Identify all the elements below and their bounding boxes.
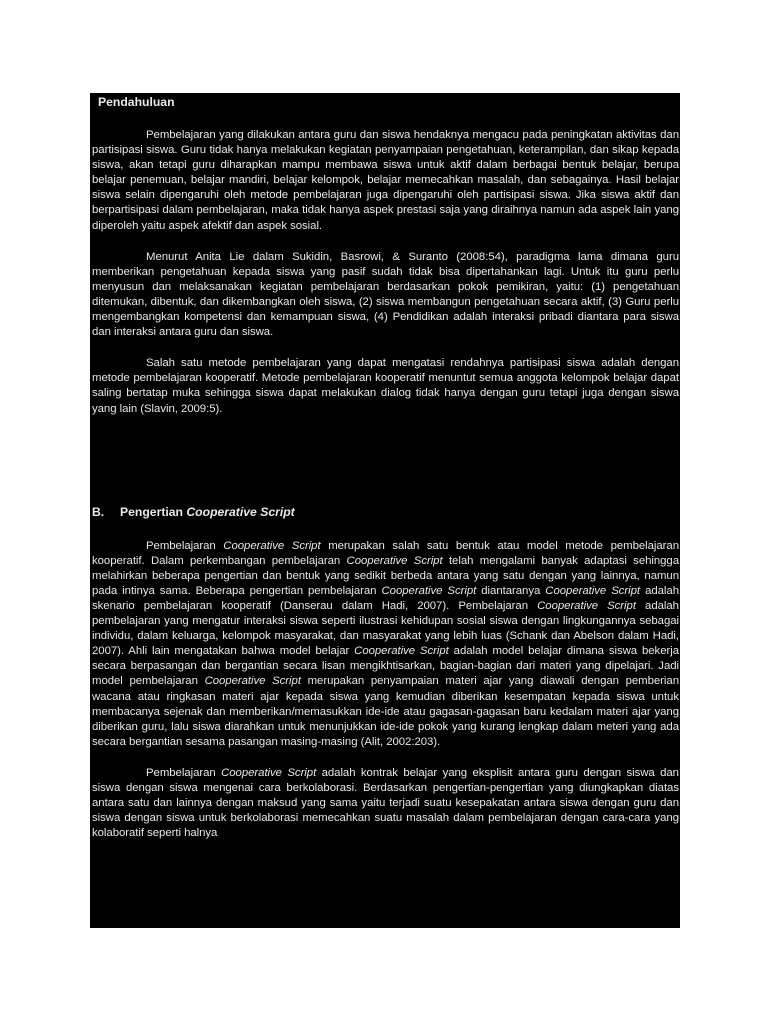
text-run: Pembelajaran (146, 766, 222, 779)
paragraph-1: Pembelajaran yang dilakukan antara guru dan siswa hendaknya mengacu pada peningkatan aktivitas dan partisipasi siswa. Guru tidak hanya melakukan kegiatan penyampaian pengetahuan, keterampilan, dan sikap kepada siswa, akan tetapi guru diharapkan mampu membawa siswa untuk aktif dalam berbagai bentuk belajar, berupa belajar penemuan, belajar mandiri, belajar kelompok, belajar memecahkan masalah, dan sebagainya. Hasil belajar siswa selain dipengaruhi oleh metode pembelajaran juga dipengaruhi oleh partisipasi siswa. Jika siswa aktif dan berpartisipasi dalam pembelajaran, maka tidak hanya aspek prestasi saja yang diraihnya namun ada aspek lain yang diperoleh yaitu aspek afektif dan aspek sosial. (92, 129, 679, 232)
italic-term: Cooperative Script (545, 584, 641, 597)
section-heading-cooperative-script (92, 505, 679, 520)
section-title-italic: Cooperative Script (186, 504, 295, 519)
paragraph-5 (92, 766, 679, 841)
section-number: B. (92, 504, 105, 519)
paragraph-2: Menurut Anita Lie dalam Sukidin, Basrowi, & Suranto (2008:54), paradigma lama dimana guru memberikan pengetahuan kepada siswa yang pasif sudah tidak bisa dipertahankan lagi. Untuk itu guru perlu menyusun dan melaksanakan kegiatan pembelajaran berdasarkan pokok pemikiran, yaitu: (1) pengetahuan ditemukan, dibentuk, dan dikembangkan oleh siswa, (2) siswa membangun pengetahuan secara aktif, (3) Guru perlu mengembangkan kompetensi dan kemampuan siswa, (4) Pendidikan adalah interaksi pribadi diantara para siswa dan interaksi antara guru dan siswa. (92, 250, 679, 339)
text-run: adalah pembelajaran yang mengatur interaksi siswa seperti ilustrasi kehidupan sosial siswa dengan lingkungannya sebagai individu, dalam keluarga, kelompok masyarakat, dan masyarakat yang lebih luas (Schank dan Abelson dalam Hadi, 2007). Ahli lain mengatakan bahwa model belajar (92, 599, 679, 658)
section-title-plain: Pengertian (120, 504, 187, 519)
section-spacer (92, 433, 679, 505)
italic-term: Cooperative Script (204, 675, 301, 688)
italic-term: Cooperative Script (537, 599, 636, 612)
paragraph-3: Salah satu metode pembelajaran yang dapat mengatasi rendahnya partisipasi siswa adalah dengan metode pembelajaran kooperatif. Metode pembelajaran kooperatif menuntut semua anggota kelompok belajar dapat saling bertatap muka sehingga siswa dapat melakukan dialog tidak hanya dengan guru tetapi juga dengan siswa yang lain (Slavin, 2009:5). (92, 357, 679, 415)
italic-term: Cooperative Script (346, 554, 443, 567)
text-run: merupakan salah satu bentuk atau model metode pembelajaran kooperatif. Dalam perkembangan pembelajaran (92, 539, 679, 567)
text-run: adalah skenario pembelajaran kooperatif (Danserau dalam Hadi, 2007). Pembelajaran (92, 584, 679, 612)
text-run: Pembelajaran (146, 539, 224, 552)
text-run: diantaranya (476, 584, 546, 597)
paragraph-4 (92, 539, 679, 750)
text-run: telah mengalami banyak adaptasi sehingga melahirkan beberapa pengertian dan bentuk yang sedikit berbeda antara yang satu dengan yang lainnya, namun pada intinya sama. Beberapa pengertian pembelajaran (92, 554, 680, 597)
italic-term: Cooperative Script (354, 645, 449, 658)
italic-term: Cooperative Script (221, 766, 317, 779)
italic-term: Cooperative Script (381, 584, 477, 597)
text-run: merupakan penyampaian materi ajar yang diawali dengan pemberian wacana atau ringkasan materi ajar kepada siswa yang kemudian diberikan kesempatan kepada siswa untuk membacanya sejenak dan memberikan/memasukkan ide-ide atau gagasan-gagasan baru kedalam materi ajar yang diberikan guru, lalu siswa diarahkan untuk menunjukkan ide-ide pokok yang kurang lengkap dalam meteri yang ada secara bergantian sesama pasangan masing-masing (Alit, 2002:203). (92, 675, 679, 748)
document-page (90, 93, 680, 928)
section-heading-pendahuluan: Pendahuluan (98, 95, 175, 109)
text-run: adalah model belajar dimana siswa bekerja secara berpasangan dan bergantian secara lisan mengikhtisarkan, bagian-bagian dari materi yang dipelajari. Jadi model pembelajaran (92, 645, 679, 688)
text-run: adalah kontrak belajar yang eksplisit antara guru dengan siswa dan siswa dengan siswa mengenai cara berkolaborasi. Berdasarkan pengertian-pengertian yang diungkapkan diatas antara satu dan lainnya dengan maksud yang sama yaitu terjadi suatu kesepakatan antara siswa dengan guru dan siswa dengan siswa untuk berkolaborasi memecahkan suatu masalah dalam pembelajaran dengan cara-cara yang kolaboratif seperti halnya (92, 766, 679, 840)
italic-term: Cooperative Script (223, 539, 321, 552)
